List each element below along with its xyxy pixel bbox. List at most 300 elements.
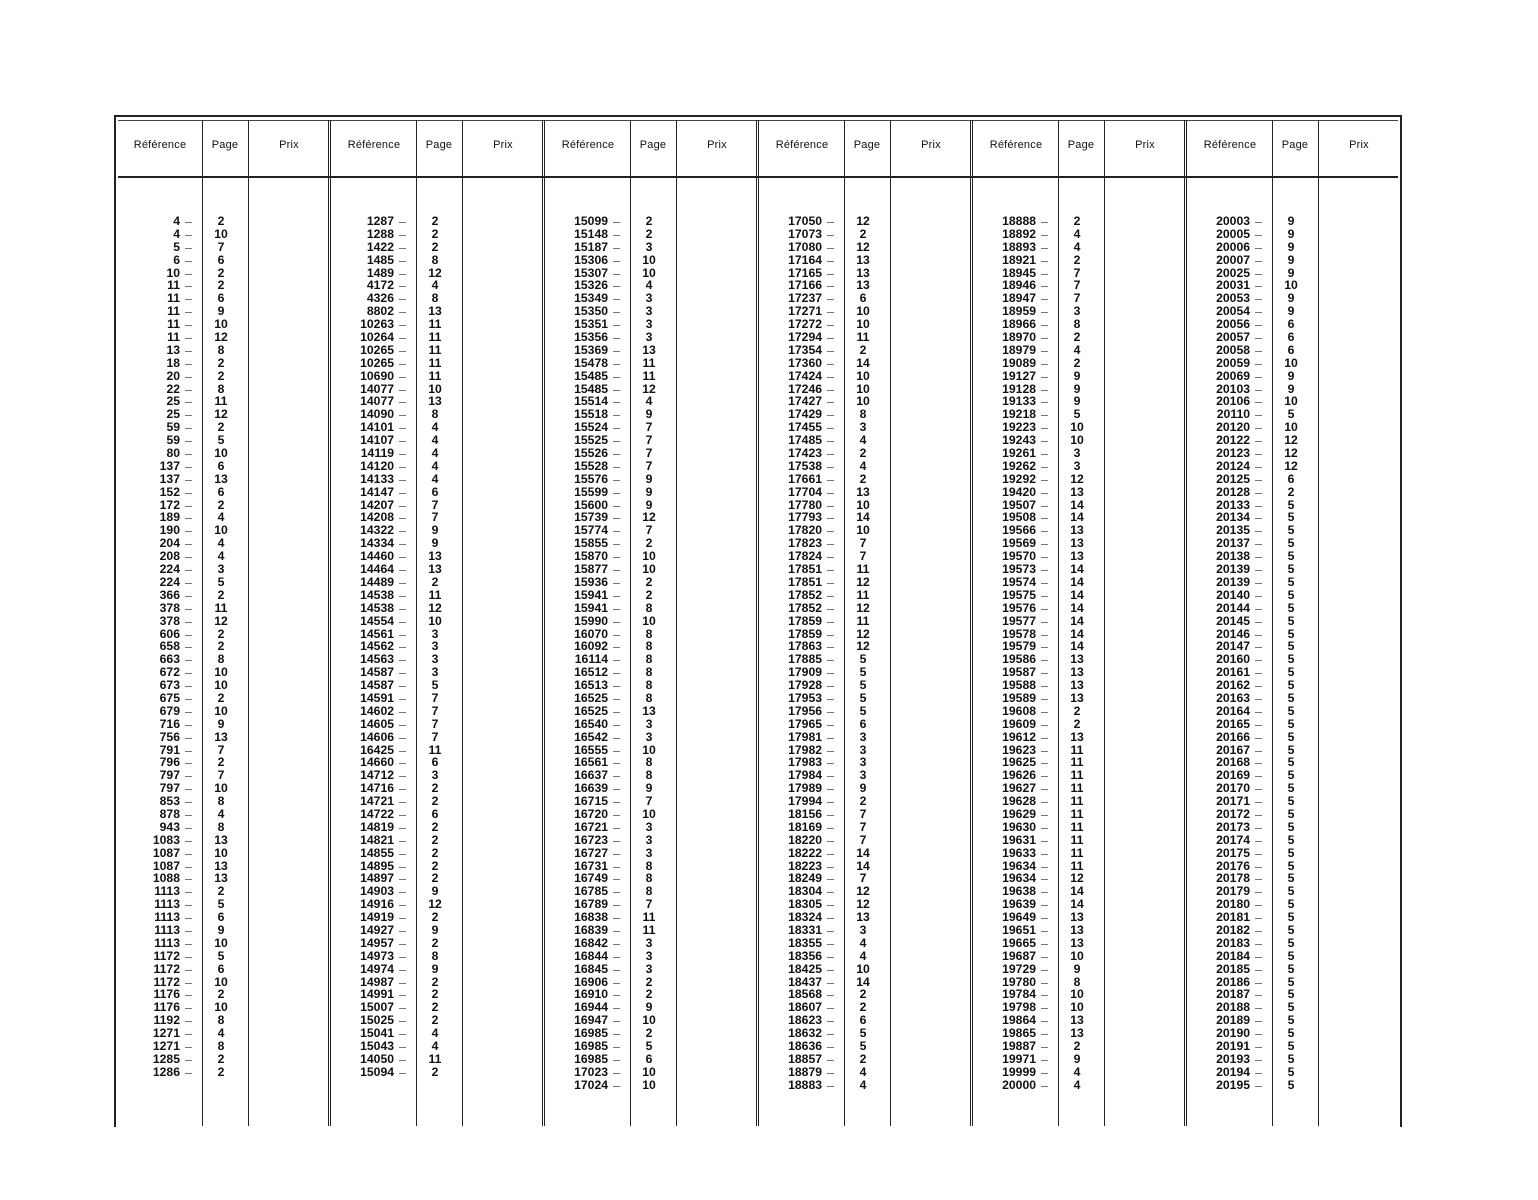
leader-dash (1036, 447, 1054, 460)
page-value: 14 (1070, 587, 1084, 602)
leader-dash (394, 292, 412, 305)
leader-dash (1250, 692, 1268, 705)
page-value: 10 (428, 613, 442, 628)
table-row (548, 744, 672, 757)
table-row (762, 473, 886, 486)
table-row (548, 731, 672, 744)
page-value: 9 (1073, 368, 1081, 383)
leader-dash (1250, 679, 1268, 692)
page-value: 9 (217, 716, 225, 731)
page-value: 10 (642, 562, 656, 577)
table-row (334, 834, 458, 847)
page-value: 14 (856, 858, 870, 873)
page-value: 4 (431, 458, 439, 473)
page-value: 5 (431, 678, 439, 693)
reference-value: 19507 (1002, 497, 1036, 512)
table-row (762, 421, 886, 434)
table-row (548, 279, 672, 292)
page-value: 8 (217, 794, 225, 809)
leader-dash (1250, 782, 1268, 795)
leader-dash (1250, 640, 1268, 653)
leader-dash (1250, 834, 1268, 847)
reference-value: 15326 (574, 278, 608, 293)
page-value: 8 (645, 600, 653, 615)
page-value: 5 (1287, 626, 1295, 641)
page-value: 4 (217, 549, 225, 564)
reference-value: 20123 (1216, 446, 1250, 461)
leader-dash (822, 305, 840, 318)
reference-value: 1113 (154, 897, 180, 912)
page-value: 5 (217, 433, 225, 448)
page-value: 11 (856, 330, 870, 345)
reference-value: 18568 (788, 987, 822, 1002)
page-value: 8 (217, 1039, 225, 1053)
page-value: 13 (1070, 935, 1084, 950)
page-value: 8 (645, 858, 653, 873)
page-value: 13 (1070, 922, 1084, 937)
reference-value: 1087 (152, 858, 180, 873)
page-value: 4 (859, 458, 867, 473)
leader-dash (608, 963, 626, 976)
reference-value: 20137 (1216, 536, 1250, 551)
table-row (548, 615, 672, 628)
page-value: 10 (642, 549, 656, 564)
reference-value: 189 (159, 510, 180, 525)
page-value: 8 (431, 291, 439, 306)
page-value: 10 (1070, 1000, 1084, 1015)
page-value: 4 (217, 510, 225, 525)
reference-value: 20189 (1216, 1013, 1250, 1028)
leader-dash (822, 988, 840, 1001)
leader-dash (394, 318, 412, 331)
reference-value: 19569 (1002, 536, 1036, 551)
page-value: 9 (1073, 1051, 1081, 1066)
leader-dash (1250, 950, 1268, 963)
page-value: 3 (859, 768, 867, 783)
reference-value: 15025 (360, 1013, 394, 1028)
page-value: 4 (1073, 239, 1081, 254)
leader-dash (180, 666, 198, 679)
table-row (548, 305, 672, 318)
table-row (1190, 473, 1314, 486)
leader-dash (394, 860, 412, 873)
reference-value: 16842 (574, 935, 608, 950)
reference-value: 15356 (574, 330, 608, 345)
page-value: 9 (1073, 381, 1081, 396)
leader-dash (822, 460, 840, 473)
leader-dash (822, 821, 840, 834)
leader-dash (608, 679, 626, 692)
leader-dash (394, 937, 412, 950)
reference-value: 20133 (1216, 497, 1250, 512)
reference-value: 18607 (788, 1000, 822, 1015)
reference-value: 18223 (788, 858, 822, 873)
reference-value: 20174 (1216, 832, 1250, 847)
reference-value: 14716 (360, 781, 394, 796)
reference-value: 19223 (1002, 420, 1036, 435)
page-value: 7 (431, 703, 439, 718)
leader-dash (822, 602, 840, 615)
reference-value: 1172 (153, 974, 180, 989)
table-row (548, 628, 672, 641)
leader-dash (822, 782, 840, 795)
reference-value: 18324 (788, 910, 822, 925)
reference-value: 14903 (360, 884, 394, 899)
table-row (1190, 1066, 1314, 1079)
page-value: 9 (645, 484, 653, 499)
leader-dash (1036, 950, 1054, 963)
table-row (334, 924, 458, 937)
table-row (1190, 576, 1314, 589)
reference-value: 675 (159, 690, 180, 705)
leader-dash (822, 666, 840, 679)
leader-dash (394, 370, 412, 383)
page-value: 2 (217, 1051, 225, 1066)
page-value: 5 (1287, 510, 1295, 525)
page-value: 11 (642, 910, 656, 925)
table-row (1190, 292, 1314, 305)
table-row (762, 808, 886, 821)
leader-dash (608, 1053, 626, 1066)
table-row (334, 847, 458, 860)
reference-value: 18893 (1002, 239, 1036, 254)
reference-value: 17953 (788, 690, 822, 705)
reference-value: 14554 (360, 613, 394, 628)
leader-dash (1036, 782, 1054, 795)
leader-dash (180, 640, 198, 653)
leader-dash (180, 357, 198, 370)
leader-dash (1250, 756, 1268, 769)
reference-value: 16542 (574, 729, 608, 744)
table-row (334, 976, 458, 989)
table-row (120, 756, 244, 769)
reference-value: 19651 (1002, 922, 1036, 937)
table-row (548, 821, 672, 834)
leader-dash (822, 331, 840, 344)
reference-value: 190 (159, 523, 180, 538)
reference-value: 672 (159, 665, 180, 680)
page-value: 3 (431, 768, 439, 783)
reference-value: 19218 (1002, 407, 1036, 422)
leader-dash (180, 834, 198, 847)
column-divider (248, 120, 249, 1126)
page-value: 13 (1070, 1013, 1084, 1028)
leader-dash (608, 383, 626, 396)
reference-value: 20167 (1216, 742, 1250, 757)
page-value: 2 (645, 226, 653, 241)
table-row (976, 576, 1100, 589)
reference-value: 1489 (366, 265, 394, 280)
leader-dash (394, 834, 412, 847)
leader-dash (1036, 744, 1054, 757)
table-row (120, 834, 244, 847)
reference-value: 14897 (360, 871, 394, 886)
leader-dash (1036, 834, 1054, 847)
table-row (120, 847, 244, 860)
leader-dash (180, 408, 198, 421)
reference-value: 20124 (1216, 458, 1250, 473)
reference-value: 19292 (1002, 471, 1036, 486)
leader-dash (822, 292, 840, 305)
page-value: 2 (431, 1000, 439, 1015)
table-row (120, 898, 244, 911)
page-value: 6 (1287, 330, 1295, 345)
reference-value: 20193 (1216, 1051, 1250, 1066)
page-value: 13 (214, 729, 228, 744)
table-row (976, 473, 1100, 486)
table-row (548, 395, 672, 408)
table-row (976, 344, 1100, 357)
page-value: 5 (859, 703, 867, 718)
reference-value: 20057 (1216, 330, 1250, 345)
reference-value: 16727 (574, 845, 608, 860)
leader-dash (1036, 215, 1054, 228)
reference-value: 18331 (788, 922, 822, 937)
page-value: 5 (859, 665, 867, 680)
column-group-6 (1190, 215, 1314, 1092)
page-value: 2 (217, 368, 225, 383)
reference-header: Référence (347, 139, 401, 151)
reference-value: 15774 (574, 523, 608, 538)
page-value: 4 (1073, 1077, 1081, 1092)
leader-dash (1250, 821, 1268, 834)
table-row (762, 924, 886, 937)
page-value: 3 (859, 922, 867, 937)
leader-dash (822, 769, 840, 782)
leader-dash (608, 718, 626, 731)
leader-dash (608, 937, 626, 950)
leader-dash (1036, 885, 1054, 898)
table-row (1190, 1053, 1314, 1066)
reference-value: 19865 (1002, 1026, 1036, 1041)
reference-value: 20179 (1216, 884, 1250, 899)
leader-dash (394, 499, 412, 512)
page-value: 14 (1070, 613, 1084, 628)
reference-value: 20140 (1216, 587, 1250, 602)
page-value: 9 (1287, 252, 1295, 267)
page-value: 11 (1070, 806, 1084, 821)
table-row (1190, 834, 1314, 847)
table-row (1190, 756, 1314, 769)
leader-dash (180, 847, 198, 860)
reference-value: 15099 (574, 214, 608, 228)
leader-dash (822, 1001, 840, 1014)
page-value: 14 (856, 845, 870, 860)
table-row (120, 344, 244, 357)
leader-dash (180, 1027, 198, 1040)
page-value: 8 (645, 690, 653, 705)
leader-dash (608, 589, 626, 602)
leader-dash (1036, 473, 1054, 486)
reference-value: 17823 (788, 536, 822, 551)
table-row (120, 563, 244, 576)
reference-value: 20188 (1216, 1000, 1250, 1015)
leader-dash (180, 976, 198, 989)
page-value: 10 (642, 252, 656, 267)
page-value: 9 (1287, 291, 1295, 306)
reference-header: Référence (989, 139, 1043, 151)
leader-dash (822, 976, 840, 989)
page-value: 5 (1287, 832, 1295, 847)
reference-value: 14119 (360, 446, 394, 461)
table-row (334, 1014, 458, 1027)
table-row (762, 834, 886, 847)
table-row (548, 447, 672, 460)
table-row (548, 370, 672, 383)
page-value: 2 (431, 974, 439, 989)
page-value: 8 (217, 381, 225, 396)
leader-dash (822, 267, 840, 280)
page-value: 11 (1070, 794, 1084, 809)
page-value: 13 (1070, 910, 1084, 925)
table-row (120, 679, 244, 692)
page-value: 10 (214, 523, 228, 538)
page-value: 6 (859, 291, 867, 306)
page-value: 5 (1287, 742, 1295, 757)
table-row (762, 537, 886, 550)
table-row (548, 963, 672, 976)
table-row (548, 460, 672, 473)
leader-dash (608, 692, 626, 705)
reference-value: 17538 (788, 458, 822, 473)
leader-dash (180, 563, 198, 576)
page-value: 10 (856, 497, 870, 512)
reference-value: 797 (159, 781, 180, 796)
reference-value: 17851 (788, 562, 822, 577)
reference-value: 18946 (1002, 278, 1036, 293)
table-row (120, 499, 244, 512)
leader-dash (608, 511, 626, 524)
reference-value: 19633 (1002, 845, 1036, 860)
leader-dash (394, 563, 412, 576)
table-row (120, 885, 244, 898)
page-value: 10 (856, 523, 870, 538)
page-value: 3 (1073, 458, 1081, 473)
reference-value: 11 (167, 291, 180, 306)
leader-dash (608, 576, 626, 589)
page-value: 3 (645, 832, 653, 847)
reference-value: 15855 (574, 536, 608, 551)
reference-value: 19261 (1002, 446, 1036, 461)
reference-value: 14855 (360, 845, 394, 860)
table-row (334, 602, 458, 615)
leader-dash (1250, 576, 1268, 589)
page-value: 5 (1287, 1051, 1295, 1066)
table-row (120, 589, 244, 602)
leader-dash (822, 744, 840, 757)
leader-dash (822, 834, 840, 847)
table-row (762, 241, 886, 254)
leader-dash (822, 473, 840, 486)
table-row (334, 370, 458, 383)
reference-value: 224 (159, 574, 180, 589)
page-value: 10 (214, 446, 228, 461)
reference-value: 59 (166, 433, 180, 448)
page-value: 5 (1287, 613, 1295, 628)
page-value: 5 (1287, 536, 1295, 551)
table-row (762, 653, 886, 666)
page-value: 13 (1070, 690, 1084, 705)
page-value: 2 (431, 239, 439, 254)
table-row (120, 808, 244, 821)
page-value: 3 (859, 729, 867, 744)
reference-value: 1271 (152, 1026, 180, 1041)
leader-dash (394, 305, 412, 318)
page-value: 10 (214, 226, 228, 241)
page-value: 5 (1287, 523, 1295, 538)
table-row (1190, 395, 1314, 408)
reference-value: 59 (166, 420, 180, 435)
leader-dash (394, 486, 412, 499)
reference-value: 15148 (574, 226, 608, 241)
reference-value: 20184 (1216, 948, 1250, 963)
reference-value: 943 (159, 819, 180, 834)
table-row (548, 292, 672, 305)
page-value: 8 (217, 342, 225, 357)
table-row (120, 976, 244, 989)
leader-dash (180, 344, 198, 357)
page-value: 5 (1287, 639, 1295, 654)
leader-dash (1036, 434, 1054, 447)
leader-dash (180, 267, 198, 280)
reference-value: 14722 (360, 806, 394, 821)
leader-dash (1036, 679, 1054, 692)
table-row (976, 331, 1100, 344)
leader-dash (180, 1040, 198, 1053)
table-row (548, 357, 672, 370)
leader-dash (1250, 550, 1268, 563)
reference-value: 15306 (574, 252, 608, 267)
reference-value: 19574 (1002, 574, 1036, 589)
reference-value: 14464 (360, 562, 394, 577)
leader-dash (394, 692, 412, 705)
page-value: 6 (1287, 317, 1295, 332)
page-value: 2 (859, 794, 867, 809)
page-value: 10 (642, 1013, 656, 1028)
page-value: 11 (428, 742, 442, 757)
page-value: 8 (217, 652, 225, 667)
table-row (548, 421, 672, 434)
reference-value: 20180 (1216, 897, 1250, 912)
table-row (334, 421, 458, 434)
table-row (976, 279, 1100, 292)
column-divider (1104, 120, 1105, 1126)
reference-header: Référence (561, 139, 615, 151)
leader-dash (608, 499, 626, 512)
reference-value: 15485 (574, 368, 608, 383)
reference-value: 17704 (788, 484, 822, 499)
page-value: 3 (645, 819, 653, 834)
leader-dash (1036, 460, 1054, 473)
leader-dash (608, 976, 626, 989)
reference-value: 15576 (574, 471, 608, 486)
page-value: 5 (859, 678, 867, 693)
page-value: 5 (1287, 974, 1295, 989)
table-row (334, 499, 458, 512)
leader-dash (1036, 653, 1054, 666)
table-row (120, 1027, 244, 1040)
reference-value: 137 (159, 458, 180, 473)
leader-dash (180, 937, 198, 950)
table-row (1190, 486, 1314, 499)
leader-dash (1036, 408, 1054, 421)
reference-value: 1113 (154, 922, 180, 937)
leader-dash (608, 744, 626, 757)
reference-value: 15600 (574, 497, 608, 512)
table-row (334, 769, 458, 782)
page-value: 3 (645, 961, 653, 976)
reference-value: 17982 (788, 742, 822, 757)
